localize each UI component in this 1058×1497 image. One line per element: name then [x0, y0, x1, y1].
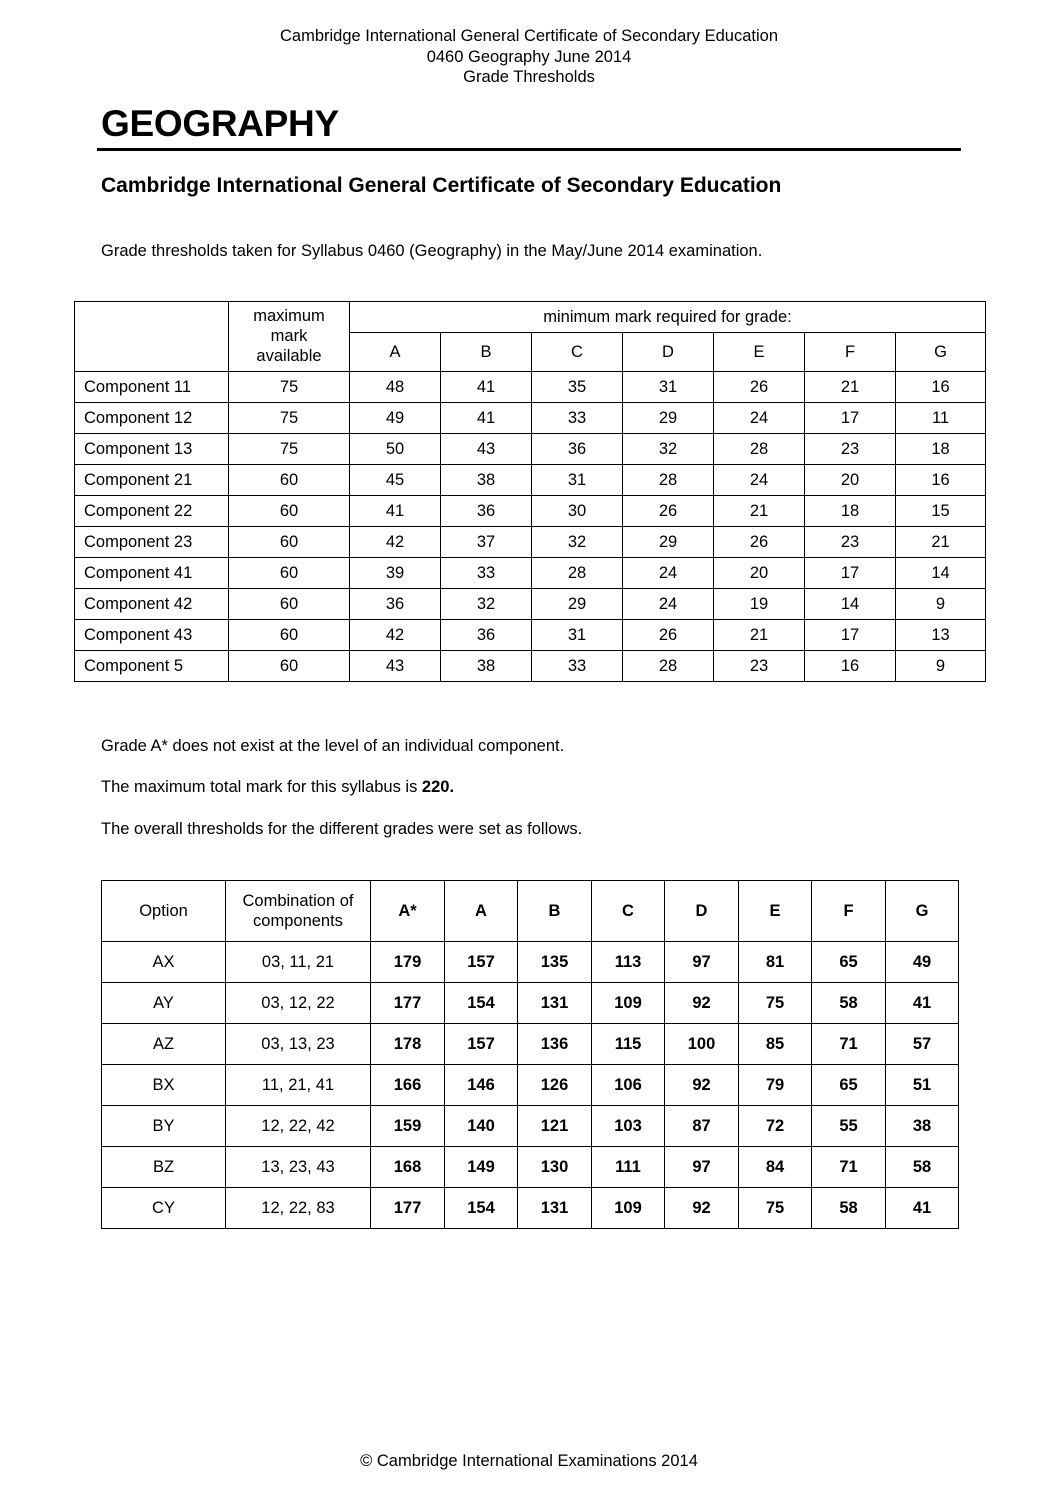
- overall-threshold-cell: 131: [518, 1188, 592, 1229]
- threshold-cell: 31: [623, 372, 714, 403]
- empty-header-cell: [75, 302, 229, 372]
- overall-threshold-cell: 121: [518, 1106, 592, 1147]
- threshold-cell: 33: [532, 651, 623, 682]
- component-name-cell: Component 41: [75, 558, 229, 589]
- threshold-cell: 28: [623, 465, 714, 496]
- combination-cell: 03, 13, 23: [226, 1024, 371, 1065]
- table-row: [75, 372, 986, 403]
- component-name-cell: Component 23: [75, 527, 229, 558]
- component-name-cell: Component 21: [75, 465, 229, 496]
- threshold-cell: 9: [896, 651, 986, 682]
- overall-threshold-cell: 58: [812, 1188, 886, 1229]
- threshold-cell: 17: [805, 558, 896, 589]
- max-mark-cell: 60: [229, 558, 350, 589]
- page-subtitle: Cambridge International General Certificate of Secondary Education: [101, 174, 782, 197]
- overall-threshold-cell: 75: [739, 983, 812, 1024]
- option-cell: BY: [102, 1106, 226, 1147]
- overall-threshold-cell: 85: [739, 1024, 812, 1065]
- grade-header-cell: G: [886, 881, 959, 942]
- grade-header-cell: A: [445, 881, 518, 942]
- grade-header-cell: B: [518, 881, 592, 942]
- grade-header-cell: C: [592, 881, 665, 942]
- grade-header-cell: A: [350, 333, 441, 372]
- max-mark-cell: 60: [229, 620, 350, 651]
- note-max-total: [101, 776, 454, 798]
- overall-threshold-cell: 65: [812, 1065, 886, 1106]
- threshold-cell: 9: [896, 589, 986, 620]
- threshold-cell: 36: [532, 434, 623, 465]
- table-row: [102, 1188, 959, 1229]
- threshold-cell: 29: [623, 403, 714, 434]
- threshold-cell: 16: [896, 372, 986, 403]
- threshold-cell: 16: [896, 465, 986, 496]
- grade-header-cell: D: [623, 333, 714, 372]
- overall-threshold-cell: 154: [445, 983, 518, 1024]
- component-name-cell: Component 12: [75, 403, 229, 434]
- table-row: [102, 1065, 959, 1106]
- threshold-cell: 32: [532, 527, 623, 558]
- overall-threshold-cell: 179: [371, 942, 445, 983]
- combination-cell: 11, 21, 41: [226, 1065, 371, 1106]
- threshold-cell: 33: [532, 403, 623, 434]
- combination-cell: 12, 22, 83: [226, 1188, 371, 1229]
- header-line-qualification: Cambridge International General Certificate of Secondary Education: [279, 27, 779, 45]
- threshold-cell: 36: [350, 589, 441, 620]
- table-row: [102, 942, 959, 983]
- max-mark-cell: 60: [229, 527, 350, 558]
- threshold-cell: 39: [350, 558, 441, 589]
- component-name-cell: Component 13: [75, 434, 229, 465]
- overall-threshold-cell: 115: [592, 1024, 665, 1065]
- overall-threshold-cell: 140: [445, 1106, 518, 1147]
- document-header: [0, 26, 1058, 88]
- table-row: [102, 1147, 959, 1188]
- overall-threshold-cell: 109: [592, 1188, 665, 1229]
- threshold-cell: 37: [441, 527, 532, 558]
- option-cell: AZ: [102, 1024, 226, 1065]
- threshold-cell: 23: [805, 434, 896, 465]
- threshold-cell: 32: [623, 434, 714, 465]
- threshold-cell: 17: [805, 403, 896, 434]
- overall-threshold-cell: 38: [886, 1106, 959, 1147]
- table-row: [75, 465, 986, 496]
- threshold-cell: 32: [441, 589, 532, 620]
- overall-threshold-cell: 131: [518, 983, 592, 1024]
- option-cell: AY: [102, 983, 226, 1024]
- overall-threshold-cell: 75: [739, 1188, 812, 1229]
- threshold-cell: 16: [805, 651, 896, 682]
- min-mark-header: minimum mark required for grade:: [350, 302, 986, 333]
- threshold-cell: 21: [896, 527, 986, 558]
- threshold-cell: 26: [623, 620, 714, 651]
- note-a-star: Grade A* does not exist at the level of an individual component.: [101, 737, 565, 755]
- table-row: [75, 558, 986, 589]
- combination-cell: 13, 23, 43: [226, 1147, 371, 1188]
- threshold-cell: 24: [623, 589, 714, 620]
- component-name-cell: Component 5: [75, 651, 229, 682]
- threshold-cell: 18: [805, 496, 896, 527]
- note-max-total-text: The maximum total mark for this syllabus is: [101, 778, 422, 796]
- overall-threshold-cell: 178: [371, 1024, 445, 1065]
- grade-header-cell: F: [805, 333, 896, 372]
- overall-threshold-cell: 71: [812, 1024, 886, 1065]
- overall-threshold-cell: 92: [665, 983, 739, 1024]
- overall-threshold-cell: 111: [592, 1147, 665, 1188]
- threshold-cell: 42: [350, 527, 441, 558]
- table-row: [75, 403, 986, 434]
- overall-threshold-cell: 49: [886, 942, 959, 983]
- threshold-cell: 21: [714, 620, 805, 651]
- overall-threshold-cell: 97: [665, 1147, 739, 1188]
- table-row: [75, 589, 986, 620]
- table-row: [75, 620, 986, 651]
- threshold-cell: 20: [805, 465, 896, 496]
- overall-threshold-cell: 58: [886, 1147, 959, 1188]
- overall-threshold-cell: 157: [445, 1024, 518, 1065]
- threshold-cell: 20: [714, 558, 805, 589]
- overall-threshold-cell: 154: [445, 1188, 518, 1229]
- max-mark-header-line: maximum: [253, 307, 325, 325]
- overall-threshold-cell: 136: [518, 1024, 592, 1065]
- overall-threshold-cell: 130: [518, 1147, 592, 1188]
- overall-threshold-cell: 159: [371, 1106, 445, 1147]
- threshold-cell: 24: [623, 558, 714, 589]
- overall-threshold-cell: 109: [592, 983, 665, 1024]
- max-mark-cell: 60: [229, 589, 350, 620]
- threshold-cell: 21: [805, 372, 896, 403]
- grade-header-cell: E: [739, 881, 812, 942]
- max-mark-cell: 75: [229, 434, 350, 465]
- overall-threshold-cell: 71: [812, 1147, 886, 1188]
- grade-header-cell: A*: [371, 881, 445, 942]
- grade-header-cell: C: [532, 333, 623, 372]
- threshold-cell: 14: [805, 589, 896, 620]
- overall-threshold-cell: 58: [812, 983, 886, 1024]
- overall-threshold-cell: 87: [665, 1106, 739, 1147]
- overall-threshold-cell: 72: [739, 1106, 812, 1147]
- intro-text: Grade thresholds taken for Syllabus 0460 (Geography) in the May/June 2014 examination.: [101, 242, 763, 260]
- overall-threshold-cell: 92: [665, 1188, 739, 1229]
- table-row: [102, 1106, 959, 1147]
- combination-header-line: Combination of: [242, 892, 354, 910]
- overall-threshold-cell: 113: [592, 942, 665, 983]
- note-overall: The overall thresholds for the different grades were set as follows.: [101, 820, 583, 838]
- overall-threshold-cell: 126: [518, 1065, 592, 1106]
- table-row: [102, 1024, 959, 1065]
- table-row: [75, 651, 986, 682]
- option-cell: BZ: [102, 1147, 226, 1188]
- threshold-cell: 50: [350, 434, 441, 465]
- overall-threshold-cell: 92: [665, 1065, 739, 1106]
- threshold-cell: 15: [896, 496, 986, 527]
- overall-threshold-cell: 65: [812, 942, 886, 983]
- max-mark-cell: 60: [229, 496, 350, 527]
- threshold-cell: 41: [441, 372, 532, 403]
- threshold-cell: 11: [896, 403, 986, 434]
- page-title: GEOGRAPHY: [101, 103, 339, 144]
- threshold-cell: 26: [623, 496, 714, 527]
- combination-cell: 03, 12, 22: [226, 983, 371, 1024]
- option-cell: BX: [102, 1065, 226, 1106]
- threshold-cell: 29: [623, 527, 714, 558]
- overall-threshold-cell: 177: [371, 983, 445, 1024]
- overall-threshold-cell: 100: [665, 1024, 739, 1065]
- threshold-cell: 24: [714, 403, 805, 434]
- threshold-cell: 18: [896, 434, 986, 465]
- threshold-cell: 35: [532, 372, 623, 403]
- threshold-cell: 13: [896, 620, 986, 651]
- threshold-cell: 38: [441, 465, 532, 496]
- combination-header: [226, 881, 371, 942]
- threshold-cell: 41: [350, 496, 441, 527]
- combination-header-line: components: [253, 912, 343, 930]
- overall-threshold-cell: 41: [886, 983, 959, 1024]
- overall-threshold-cell: 135: [518, 942, 592, 983]
- option-cell: AX: [102, 942, 226, 983]
- header-line-doc-type: Grade Thresholds: [463, 68, 595, 86]
- combination-cell: 12, 22, 42: [226, 1106, 371, 1147]
- grade-header-cell: E: [714, 333, 805, 372]
- threshold-cell: 30: [532, 496, 623, 527]
- option-cell: CY: [102, 1188, 226, 1229]
- threshold-cell: 14: [896, 558, 986, 589]
- option-header: Option: [102, 881, 226, 942]
- threshold-cell: 43: [350, 651, 441, 682]
- threshold-cell: 42: [350, 620, 441, 651]
- component-name-cell: Component 22: [75, 496, 229, 527]
- overall-threshold-cell: 51: [886, 1065, 959, 1106]
- threshold-cell: 31: [532, 465, 623, 496]
- max-mark-header: [229, 302, 350, 372]
- max-mark-header-line: mark: [270, 327, 308, 345]
- overall-threshold-cell: 149: [445, 1147, 518, 1188]
- threshold-cell: 23: [714, 651, 805, 682]
- title-divider: [97, 148, 961, 151]
- max-mark-cell: 60: [229, 465, 350, 496]
- max-mark-cell: 75: [229, 403, 350, 434]
- component-name-cell: Component 42: [75, 589, 229, 620]
- max-mark-cell: 60: [229, 651, 350, 682]
- table-row: [75, 434, 986, 465]
- overall-threshold-cell: 168: [371, 1147, 445, 1188]
- table-row: [102, 983, 959, 1024]
- overall-threshold-cell: 55: [812, 1106, 886, 1147]
- copyright-footer: © Cambridge International Examinations 2014: [360, 1452, 698, 1470]
- component-name-cell: Component 43: [75, 620, 229, 651]
- threshold-cell: 28: [714, 434, 805, 465]
- combination-cell: 03, 11, 21: [226, 942, 371, 983]
- overall-threshold-cell: 103: [592, 1106, 665, 1147]
- threshold-cell: 38: [441, 651, 532, 682]
- threshold-cell: 26: [714, 372, 805, 403]
- threshold-cell: 36: [441, 620, 532, 651]
- table-row: [75, 496, 986, 527]
- threshold-cell: 17: [805, 620, 896, 651]
- threshold-cell: 41: [441, 403, 532, 434]
- threshold-cell: 28: [623, 651, 714, 682]
- overall-threshold-cell: 41: [886, 1188, 959, 1229]
- grade-header-cell: B: [441, 333, 532, 372]
- overall-threshold-cell: 79: [739, 1065, 812, 1106]
- overall-threshold-cell: 106: [592, 1065, 665, 1106]
- overall-threshold-cell: 146: [445, 1065, 518, 1106]
- component-name-cell: Component 11: [75, 372, 229, 403]
- note-max-total-value: 220.: [421, 778, 455, 796]
- threshold-cell: 26: [714, 527, 805, 558]
- overall-threshold-cell: 157: [445, 942, 518, 983]
- threshold-cell: 43: [441, 434, 532, 465]
- threshold-cell: 28: [532, 558, 623, 589]
- threshold-cell: 21: [714, 496, 805, 527]
- max-mark-cell: 75: [229, 372, 350, 403]
- threshold-cell: 49: [350, 403, 441, 434]
- threshold-cell: 31: [532, 620, 623, 651]
- threshold-cell: 29: [532, 589, 623, 620]
- component-thresholds-table: [74, 301, 986, 682]
- table-row: [75, 527, 986, 558]
- threshold-cell: 33: [441, 558, 532, 589]
- threshold-cell: 48: [350, 372, 441, 403]
- header-line-syllabus: 0460 Geography June 2014: [426, 47, 632, 66]
- grade-header-cell: D: [665, 881, 739, 942]
- max-mark-header-line: available: [256, 347, 322, 365]
- overall-threshold-cell: 97: [665, 942, 739, 983]
- overall-thresholds-table: [101, 880, 959, 1229]
- overall-threshold-cell: 166: [371, 1065, 445, 1106]
- threshold-cell: 45: [350, 465, 441, 496]
- threshold-cell: 36: [441, 496, 532, 527]
- threshold-cell: 24: [714, 465, 805, 496]
- overall-threshold-cell: 81: [739, 942, 812, 983]
- threshold-cell: 23: [805, 527, 896, 558]
- grade-header-cell: G: [896, 333, 986, 372]
- overall-threshold-cell: 57: [886, 1024, 959, 1065]
- overall-threshold-cell: 177: [371, 1188, 445, 1229]
- overall-threshold-cell: 84: [739, 1147, 812, 1188]
- threshold-cell: 19: [714, 589, 805, 620]
- grade-header-cell: F: [812, 881, 886, 942]
